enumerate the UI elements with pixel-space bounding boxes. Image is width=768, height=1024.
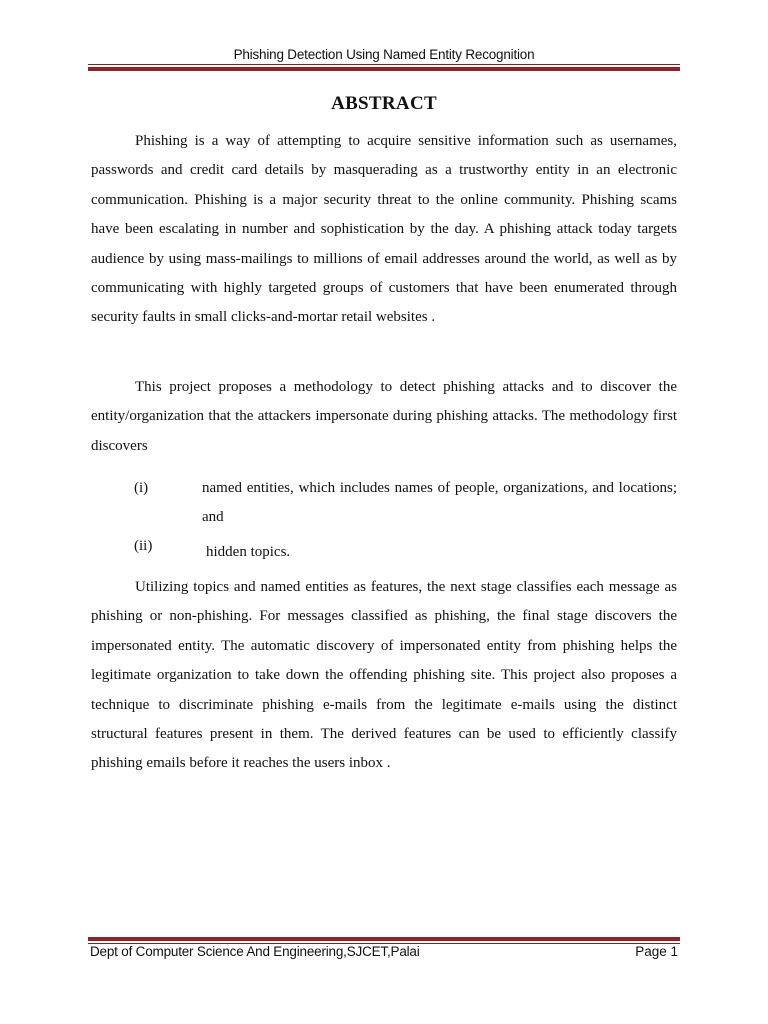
- abstract-paragraph-2: This project proposes a methodology to detect phishing attacks and to discover the entity/organization that the attackers impersonate during phishing attacks. The methodology first discovers: [91, 379, 677, 454]
- running-header-title: Phishing Detection Using Named Entity Recognition: [233, 47, 535, 62]
- list-item-text: hidden topics.: [206, 544, 291, 560]
- footer-rule-thick: [88, 937, 680, 941]
- footer-department: Dept of Computer Science And Engineering,SJCET,Palai: [90, 944, 420, 959]
- list-item-marker: (ii): [134, 538, 153, 554]
- list-item-text: named entities, which includes names of people, organizations, and locations; and: [202, 480, 677, 525]
- footer-page-number: Page 1: [635, 944, 678, 959]
- abstract-paragraph-1: Phishing is a way of attempting to acquire sensitive information such as usernames, passwords and credit card details by masquerading as a trustworthy entity in an electronic communication. Phishing is a major security threat to the online community. Phishing scams have been escalating in number and sophistication by the day. A phishing attack today targets audience by using mass-mailings to millions of email addresses around the world, as well as by communicating with highly targeted groups of customers that have been enumerated through security faults in small clicks-and-mortar retail websites .: [91, 133, 677, 326]
- abstract-paragraph-3: Utilizing topics and named entities as features, the next stage classifies each message as phishing or non-phishing. For messages classified as phishing, the final stage discovers the impersonated entity. The automatic discovery of impersonated entity from phishing helps the legitimate organization to take down the offending phishing site. This project also proposes a technique to discriminate phishing e-mails from the legitimate e-mails using the distinct structural features present in them. The derived features can be used to efficiently classify phishing emails before it reaches the users inbox .: [91, 579, 677, 772]
- header-rule-thick: [88, 67, 680, 71]
- list-item-marker: (i): [134, 480, 149, 496]
- abstract-heading: ABSTRACT: [331, 93, 437, 114]
- header-rule-thin: [88, 64, 680, 65]
